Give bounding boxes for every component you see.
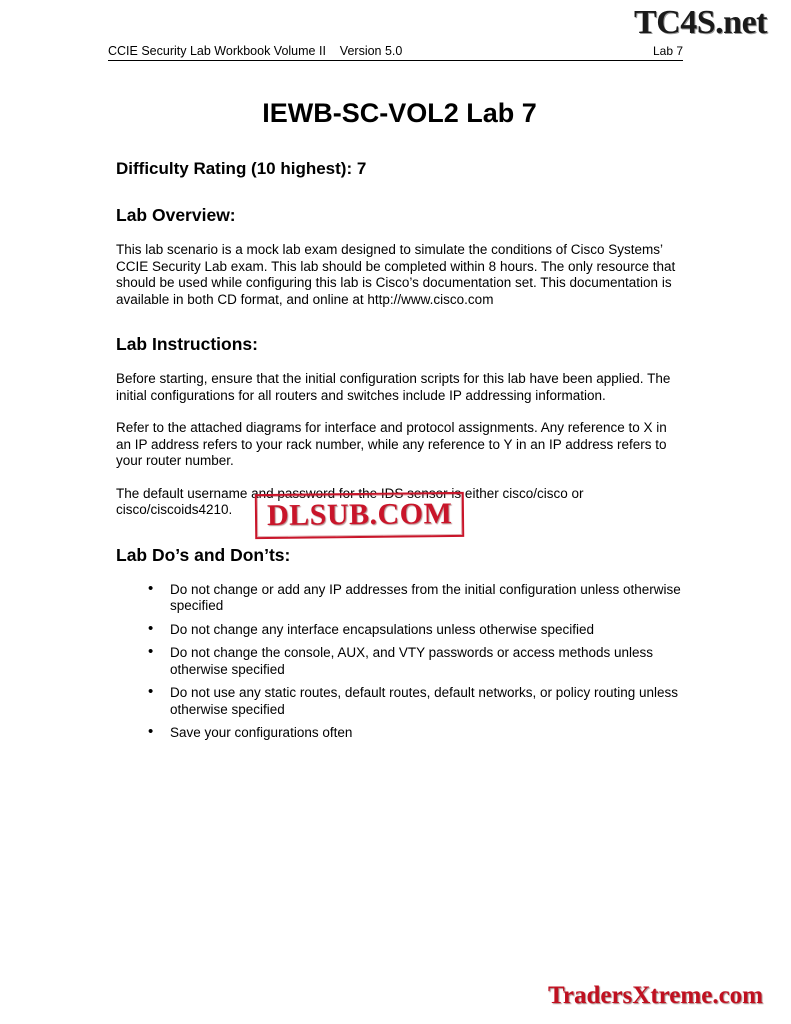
list-item: • Save your configurations often (148, 725, 691, 742)
dos-and-donts-list (108, 582, 691, 742)
lab-overview-heading: Lab Overview: (116, 205, 236, 225)
lab-instructions-paragraph-3: The default username and password for the IDS sensor is either cisco/cisco or cisco/ciscoids4210. (116, 485, 584, 517)
running-header (108, 44, 683, 61)
lab-instructions-paragraph-2: Refer to the attached diagrams for interface and protocol assignments. Any reference to X in an IP address refers to your rack number, while any reference to Y in an IP address refers to your router number. (116, 420, 667, 468)
header-lab-number: Lab 7 (652, 44, 683, 58)
list-item: • Do not use any static routes, default routes, default networks, or policy routing unless otherwise specified (148, 685, 691, 718)
lab-instructions-paragraph-1: Before starting, ensure that the initial configuration scripts for this lab have been applied. The initial configurations for all routers and switches include IP addressing information. (116, 371, 671, 403)
list-item: • Do not change the console, AUX, and VTY passwords or access methods unless otherwise specified (148, 645, 691, 678)
difficulty-rating: Difficulty Rating (10 highest): 7 (116, 159, 367, 178)
top-watermark: TC4S.net (634, 4, 767, 41)
dos-and-donts-heading: Lab Do’s and Don’ts: (116, 544, 291, 565)
lab-overview-paragraph: This lab scenario is a mock lab exam designed to simulate the conditions of Cisco Systems’ CCIE Security Lab exam. This lab should be completed within 8 hours. The only resource that should be used while configuring this lab is Cisco’s documentation set. This documentation is available in both CD format, and online at http://www.cisco.com (116, 242, 676, 307)
page-title: IEWB-SC-VOL2 Lab 7 (262, 98, 537, 128)
list-item: • Do not change or add any IP addresses from the initial configuration unless otherwise specified (148, 582, 691, 615)
list-item: • Do not change any interface encapsulations unless otherwise specified (148, 622, 691, 639)
bottom-watermark: TradersXtreme.com (548, 982, 763, 1009)
header-title: CCIE Security Lab Workbook Volume II Version 5.0 (108, 44, 403, 58)
document-content (108, 78, 691, 742)
stamp-watermark: DLSUB.COM (255, 492, 465, 539)
lab-instructions-heading: Lab Instructions: (116, 334, 258, 354)
